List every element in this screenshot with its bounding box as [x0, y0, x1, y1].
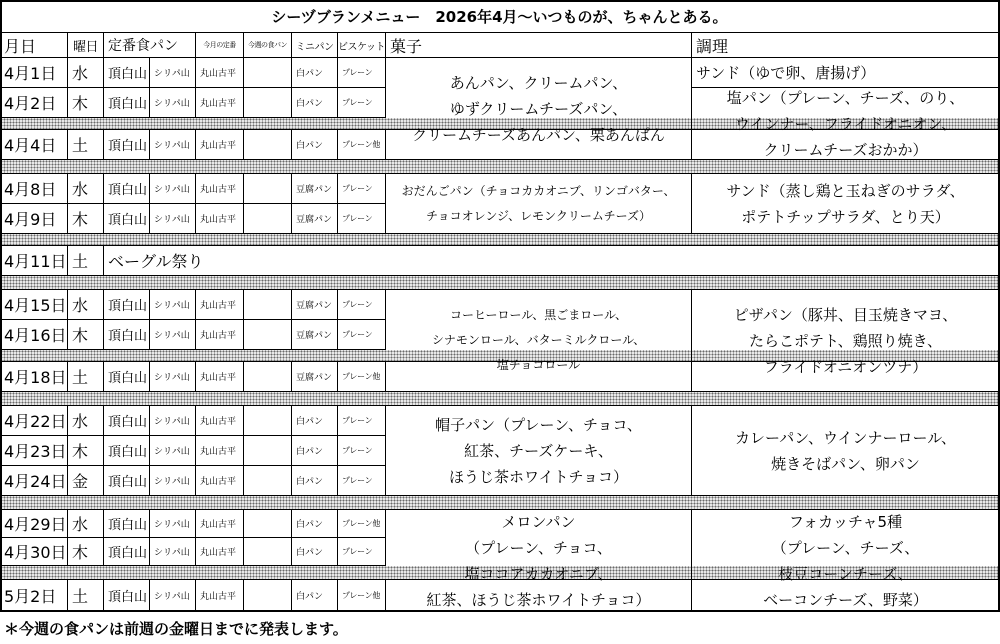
monthly-bread-2-cell: 丸山古平 [196, 58, 244, 88]
sweets-cell [386, 290, 692, 392]
date-cell: 4月23日 [0, 436, 68, 466]
savory-line: カレーパン、ウインナーロール、 [734, 428, 957, 447]
date-cell: 4月24日 [0, 466, 68, 496]
sweets-line: クリームチーズあんパン、栗あんぱん [412, 125, 665, 144]
day-cell: 土 [68, 580, 104, 612]
sweets-line: ゆずクリームチーズパン、 [449, 99, 628, 118]
sweets-cell [386, 510, 692, 612]
savory-cell [692, 406, 1000, 496]
monthly-bread-2-cell: 丸山古平 [196, 510, 244, 538]
regular-bread-cell: 頂白山 [104, 466, 150, 496]
regular-bread-cell: 頂白山 [104, 580, 150, 612]
sweets-line: あんパン、クリームパン、 [449, 73, 628, 92]
separator-band [0, 160, 1000, 174]
date-cell: 4月29日 [0, 510, 68, 538]
biscuit-cell: プレーン [338, 320, 386, 350]
savory-line: フライドオニオンツナ） [763, 357, 928, 376]
monthly-bread-2-cell: 丸山古平 [196, 406, 244, 436]
weekly-bread-cell [244, 538, 292, 566]
sweets-line: 紅茶、ほうじ茶ホワイトチョコ） [426, 590, 651, 609]
savory-line: 焼きそばパン、卵パン [771, 454, 920, 473]
biscuit-cell: プレーン [338, 58, 386, 88]
header-mini-bread: ミニパン [292, 33, 338, 58]
savory-cell [692, 174, 1000, 234]
date-cell: 4月22日 [0, 406, 68, 436]
monthly-bread-2-cell: 丸山古平 [196, 538, 244, 566]
date-cell: 4月11日 [0, 246, 68, 276]
sweets-cell [386, 406, 692, 496]
monthly-bread-cell: シリパ山 [150, 406, 196, 436]
monthly-bread-cell: シリパ山 [150, 580, 196, 612]
day-cell: 水 [68, 510, 104, 538]
sweets-line: チョコオレンジ、レモンクリームチーズ） [425, 208, 651, 223]
regular-bread-cell: 頂白山 [104, 58, 150, 88]
sweets-line: 塩ココアカカオニブ、 [464, 564, 613, 583]
savory-line: ピザパン（豚丼、目玉焼きマヨ、 [733, 305, 958, 324]
day-cell: 木 [68, 320, 104, 350]
monthly-bread-cell: シリパ山 [150, 320, 196, 350]
savory-line: クリームチーズおかか） [763, 140, 928, 159]
mini-bread-cell: 白パン [292, 580, 338, 612]
regular-bread-cell: 頂白山 [104, 538, 150, 566]
monthly-bread-2-cell: 丸山古平 [196, 130, 244, 160]
biscuit-cell: プレーン他 [338, 510, 386, 538]
sweets-line: ほうじ茶ホワイトチョコ） [448, 467, 629, 486]
savory-line: フォカッチャ5種 [788, 512, 903, 531]
savory-line: ポテトチップサラダ、とり天） [741, 207, 950, 226]
sweets-line: 帽子パン（プレーン、チョコ、 [435, 415, 642, 434]
header-date: 月日 [0, 33, 68, 58]
weekly-bread-cell [244, 290, 292, 320]
day-cell: 水 [68, 174, 104, 204]
special-event-cell: ベーグル祭り [104, 246, 1000, 276]
sweets-line: コーヒーロール、黒ごまロール、 [449, 308, 628, 322]
weekly-bread-cell [244, 510, 292, 538]
header-biscuit: ビスケット [338, 33, 386, 58]
mini-bread-cell: 白パン [292, 538, 338, 566]
header-savory: 調理 [692, 33, 1000, 58]
regular-bread-cell: 頂白山 [104, 436, 150, 466]
day-cell: 木 [68, 436, 104, 466]
monthly-bread-cell: シリパ山 [150, 204, 196, 234]
biscuit-cell: プレーン [338, 290, 386, 320]
weekly-bread-cell [244, 174, 292, 204]
regular-bread-cell: 頂白山 [104, 204, 150, 234]
weekly-bread-cell [244, 130, 292, 160]
date-cell: 5月2日 [0, 580, 68, 612]
mini-bread-cell: 豆腐パン [292, 204, 338, 234]
mini-bread-cell: 白パン [292, 58, 338, 88]
header-sweets: 菓子 [386, 33, 692, 58]
monthly-bread-cell: シリパ山 [150, 174, 196, 204]
day-cell: 水 [68, 406, 104, 436]
date-cell: 4月16日 [0, 320, 68, 350]
mini-bread-cell: 豆腐パン [292, 362, 338, 392]
day-cell: 土 [68, 362, 104, 392]
mini-bread-cell: 白パン [292, 510, 338, 538]
sweets-line: 紅茶、チーズケーキ、 [464, 441, 613, 460]
day-cell: 木 [68, 538, 104, 566]
mini-bread-cell: 白パン [292, 88, 338, 118]
regular-bread-cell: 頂白山 [104, 510, 150, 538]
date-cell: 4月30日 [0, 538, 68, 566]
savory-line: サンド（蒸し鶏と玉ねぎのサラダ、 [726, 181, 965, 200]
monthly-bread-2-cell: 丸山古平 [196, 174, 244, 204]
biscuit-cell: プレーン他 [338, 362, 386, 392]
biscuit-cell: プレーン他 [338, 580, 386, 612]
regular-bread-cell: 頂白山 [104, 130, 150, 160]
monthly-bread-cell: シリパ山 [150, 130, 196, 160]
header-weekly-bread: 今週の食パン [244, 33, 292, 58]
monthly-bread-cell: シリパ山 [150, 88, 196, 118]
monthly-bread-2-cell: 丸山古平 [196, 88, 244, 118]
biscuit-cell: プレーン [338, 174, 386, 204]
biscuit-cell: プレーン [338, 406, 386, 436]
monthly-bread-2-cell: 丸山古平 [196, 362, 244, 392]
mini-bread-cell: 白パン [292, 130, 338, 160]
weekly-bread-cell [244, 58, 292, 88]
savory-cell [692, 510, 1000, 612]
biscuit-cell: プレーン [338, 204, 386, 234]
monthly-bread-2-cell: 丸山古平 [196, 436, 244, 466]
weekly-bread-cell [244, 466, 292, 496]
monthly-bread-cell: シリパ山 [150, 538, 196, 566]
header-day: 曜日 [68, 33, 104, 58]
mini-bread-cell: 白パン [292, 436, 338, 466]
day-cell: 土 [68, 130, 104, 160]
separator-band [0, 496, 1000, 510]
biscuit-cell: プレーン [338, 436, 386, 466]
regular-bread-cell: 頂白山 [104, 290, 150, 320]
sweets-cell [386, 58, 692, 160]
monthly-bread-2-cell: 丸山古平 [196, 580, 244, 612]
weekly-bread-cell [244, 362, 292, 392]
sweets-line: 塩チョコロール [496, 358, 581, 372]
savory-line: ベーコンチーズ、野菜） [763, 590, 928, 609]
savory-line: 塩パン（プレーン、チーズ、のり、 [726, 88, 965, 107]
savory-line: ウインナー、フライドオニオン、 [734, 114, 957, 133]
date-cell: 4月2日 [0, 88, 68, 118]
weekly-bread-cell [244, 320, 292, 350]
biscuit-cell: プレーン [338, 538, 386, 566]
footer-note: ＊今週の食パンは前週の金曜日までに発表します。 [4, 620, 348, 638]
day-cell: 木 [68, 88, 104, 118]
date-cell: 4月15日 [0, 290, 68, 320]
day-cell: 水 [68, 290, 104, 320]
mini-bread-cell: 白パン [292, 466, 338, 496]
biscuit-cell: プレーン [338, 466, 386, 496]
monthly-bread-2-cell: 丸山古平 [196, 204, 244, 234]
separator-band [0, 234, 1000, 246]
mini-bread-cell: 豆腐パン [292, 174, 338, 204]
mini-bread-cell: 豆腐パン [292, 290, 338, 320]
weekly-bread-cell [244, 580, 292, 612]
sweets-cell [386, 174, 692, 234]
savory-cell [692, 88, 1000, 160]
header-monthly-bread: 今月の定番 [196, 33, 244, 58]
monthly-bread-2-cell: 丸山古平 [196, 320, 244, 350]
date-cell: 4月18日 [0, 362, 68, 392]
savory-cell [692, 290, 1000, 392]
sweets-line: メロンパン [501, 512, 576, 531]
weekly-bread-cell [244, 406, 292, 436]
regular-bread-cell: 頂白山 [104, 406, 150, 436]
weekly-bread-cell [244, 204, 292, 234]
separator-band [0, 276, 1000, 290]
date-cell: 4月8日 [0, 174, 68, 204]
mini-bread-cell: 白パン [292, 406, 338, 436]
date-cell: 4月4日 [0, 130, 68, 160]
monthly-bread-2-cell: 丸山古平 [196, 466, 244, 496]
monthly-bread-cell: シリパ山 [150, 290, 196, 320]
sheet-title: シーヅブランメニュー 2026年4月～いつものが、ちゃんとある。 [0, 0, 1000, 33]
regular-bread-cell: 頂白山 [104, 174, 150, 204]
monthly-bread-cell: シリパ山 [150, 466, 196, 496]
monthly-bread-cell: シリパ山 [150, 58, 196, 88]
mini-bread-cell: 豆腐パン [292, 320, 338, 350]
day-cell: 木 [68, 204, 104, 234]
day-cell: 金 [68, 466, 104, 496]
monthly-bread-cell: シリパ山 [150, 436, 196, 466]
monthly-bread-cell: シリパ山 [150, 510, 196, 538]
monthly-bread-2-cell: 丸山古平 [196, 290, 244, 320]
separator-band [0, 392, 1000, 406]
weekly-bread-cell [244, 88, 292, 118]
savory-top-cell: サンド（ゆで卵、唐揚げ） [692, 58, 1000, 88]
savory-line: 枝豆コーンチーズ、 [778, 564, 913, 583]
biscuit-cell: プレーン [338, 88, 386, 118]
sweets-line: （プレーン、チョコ、 [465, 538, 612, 557]
date-cell: 4月9日 [0, 204, 68, 234]
day-cell: 土 [68, 246, 104, 276]
biscuit-cell: プレーン他 [338, 130, 386, 160]
day-cell: 水 [68, 58, 104, 88]
regular-bread-cell: 頂白山 [104, 362, 150, 392]
date-cell: 4月1日 [0, 58, 68, 88]
weekly-bread-cell [244, 436, 292, 466]
savory-line: たらこポテト、鶏照り焼き、 [748, 331, 943, 350]
sweets-line: シナモンロール、バターミルクロール、 [431, 333, 646, 347]
sweets-line: おだんごパン（チョコカカオニブ、リンゴバター、 [401, 183, 676, 198]
monthly-bread-cell: シリパ山 [150, 362, 196, 392]
savory-line: （プレーン、チーズ、 [771, 538, 920, 557]
header-regular-bread: 定番食パン [104, 33, 196, 58]
regular-bread-cell: 頂白山 [104, 88, 150, 118]
regular-bread-cell: 頂白山 [104, 320, 150, 350]
